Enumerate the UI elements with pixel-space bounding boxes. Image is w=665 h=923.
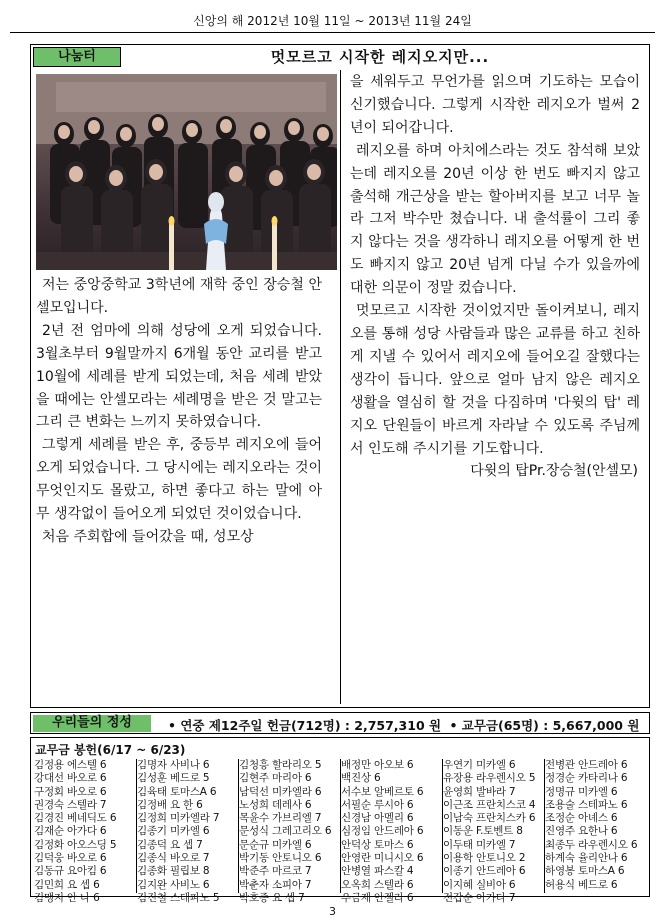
- dues-entry: 조용술 스테파노 6: [545, 798, 628, 811]
- article-paragraph: 2년 전 엄마에 의해 성당에 오게 되었습니다. 3월초부터 9월말까지 6개월 동안 교리를 받고 10월에 세례를 받게 되었는데, 처음 세례 받았을 때에는 안셀모라는 세례명을 받은 것 말고는 그리 큰 변화는 느끼지 못하였습니다.: [36, 322, 322, 431]
- dues-column: [340, 759, 440, 904]
- dues-name-grid: [34, 759, 646, 904]
- dues-entry: 김정용 에스텔 6: [34, 759, 107, 771]
- dues-entry: 목윤수 가브리엘 7: [239, 812, 322, 825]
- dues-entry: 김맹지 안 나 6: [34, 891, 100, 904]
- dues-entry: 김종식 바오로 7: [137, 852, 210, 865]
- dues-entry: 전병관 안드레아 6: [545, 759, 628, 771]
- dues-entry: 문순규 미카엘 6: [239, 838, 312, 851]
- dues-entry: 김동규 요아킴 6: [34, 865, 107, 878]
- dues-entry: 권경숙 스텔라 7: [34, 798, 107, 811]
- dues-entry: 우금재 안젤라 6: [341, 891, 414, 904]
- dues-entry: 박호종 요 셉 7: [239, 891, 305, 904]
- dues-entry: 이지혜 실비아 6: [443, 878, 516, 891]
- dues-entry: 이용학 안토니오 2: [443, 852, 526, 865]
- column-divider: [340, 70, 341, 704]
- dues-entry: 구정회 바오로 6: [34, 785, 107, 798]
- dues-entry: 이종기 안드레아 6: [443, 865, 526, 878]
- dues-entry: 문성식 그레고리오 6: [239, 825, 332, 838]
- dues-entry: 진영주 요한나 6: [545, 825, 618, 838]
- dues-entry: 서수보 알베르토 6: [341, 785, 424, 798]
- dues-entry: 허용식 베드로 6: [545, 878, 618, 891]
- dues-entry: 김덕웅 바오로 6: [34, 852, 107, 865]
- offering-label: 우리들의 정성: [33, 715, 151, 732]
- dues-entry: 김성훈 베드로 5: [137, 772, 210, 785]
- page-number: 3: [329, 905, 336, 918]
- dues-entry: 안병열 파스칼 4: [341, 865, 414, 878]
- dues-entry: 오옥희 스텔라 6: [341, 878, 414, 891]
- article-paragraph: 저는 중앙중학교 3학년에 재학 중인 장승철 안셀모입니다.: [36, 277, 322, 316]
- dues-entry: 박기동 안토니오 6: [239, 852, 322, 865]
- dues-entry: 김민희 요 셉 6: [34, 878, 100, 891]
- dues-entry: 김지완 사비노 6: [137, 878, 210, 891]
- dues-entry: 김현주 마리아 6: [239, 772, 312, 785]
- dues-entry: 박준주 마르코 7: [239, 865, 312, 878]
- dues-entry: 백진상 6: [341, 772, 381, 785]
- dues-entry: 전갑순 아가다 7: [443, 891, 516, 904]
- dues-entry: 배정만 아오보 6: [341, 759, 414, 771]
- article-signature: 다윗의 탑Pr.장승철(안셀모): [470, 463, 638, 480]
- header-rule: [10, 32, 655, 33]
- article-paragraph: 멋모르고 시작한 것이었지만 돌이켜보니, 레지오를 통해 성당 사람들과 많은 교류를 하고 친하게 지낼 수 있어서 레지오에 들어오길 잘했다는 생각이 듭니다. 앞으로 얼마 남지 않은 레지오 생활을 열심히 할 것을 다짐하며 '다윗의 탑' 레지오 단원들이 바르게 자라날 수 있도록 주님께서 인도해 주시기를 기도합니다.: [350, 303, 640, 457]
- dues-entry: 이두태 미카엘 7: [443, 838, 516, 851]
- dues-entry: 윤영희 발바라 7: [443, 785, 516, 798]
- dues-entry: 안영란 미니시오 6: [341, 852, 424, 865]
- dues-entry: 김종기 미카엘 6: [137, 825, 210, 838]
- dues-entry: 안덕상 토마스 6: [341, 838, 414, 851]
- article-right-column: [350, 71, 640, 483]
- dues-column: [544, 759, 644, 893]
- page-header: 신앙의 해 2012년 10월 11일 ~ 2013년 11월 24일: [193, 14, 472, 28]
- dues-entry: 이남숙 프란치스카 6: [443, 812, 536, 825]
- dues-entry: 김청흥 할라리오 5: [239, 759, 322, 771]
- article-paragraph: 을 세워두고 무언가를 읽으며 기도하는 모습이 신기했습니다. 그렇게 시작한 레지오가 벌써 2년이 되어갑니다.: [350, 74, 640, 136]
- offering-dues: • 교무금(65명) : 5,667,000 원: [449, 718, 640, 733]
- dues-entry: 조정순 아녜스 6: [545, 812, 618, 825]
- dues-entry: 하영봉 토마스A 6: [545, 865, 625, 878]
- dues-entry: 강대선 바오로 6: [34, 772, 107, 785]
- dues-entry: 신경남 아멜리 6: [341, 812, 414, 825]
- article-paragraph: 처음 주회합에 들어갔을 때, 성모상: [42, 528, 254, 545]
- group-photo: [36, 74, 337, 270]
- dues-entry: 정경순 카타리나 6: [545, 772, 628, 785]
- dues-label: 교무금 봉헌(6/17 ~ 6/23): [35, 743, 186, 757]
- dues-entry: 서필순 루시아 6: [341, 798, 414, 811]
- dues-entry: 김명자 사비나 6: [137, 759, 210, 771]
- dues-entry: 이동운 F.토벤트 8: [443, 825, 523, 838]
- dues-column: [442, 759, 542, 904]
- dues-entry: 박춘자 소피아 7: [239, 878, 312, 891]
- dues-entry: 하계숙 율리안나 6: [545, 852, 628, 865]
- article-left-column: [36, 274, 322, 549]
- article-paragraph: 그렇게 세례를 받은 후, 중등부 레지오에 들어오게 되었습니다. 그 당시에는 레지오라는 것이 무엇인지도 몰랐고, 하면 좋다고 하는 말에 아무 생각없이 들어오게 되었던 것이었습니다.: [36, 437, 322, 523]
- article-paragraph: 레지오를 하며 아치에스라는 것도 참석해 보았는데 레지오를 20년 이상 한 번도 빠지지 않고 출석해 개근상을 받는 할아버지를 보고 너무 놀라 그저 박수만 쳤습니다. 내 출석률이 그리 좋지 않다는 것을 생각하니 레지오를 어떻게 한 번도 빠지지 않고 20년 넘게 다닐 수가 있을까에 대한 의문이 정말 컸습니다.: [350, 142, 640, 297]
- dues-entry: 김정화 아오스딩 5: [34, 838, 117, 851]
- dues-entry: 김정배 요 한 6: [137, 798, 203, 811]
- article-title: 멋모르고 시작한 레지오지만...: [270, 48, 490, 66]
- dues-entry: 이근조 프란치스코 4: [443, 798, 536, 811]
- dues-column: [238, 759, 338, 904]
- dues-column: [136, 759, 236, 904]
- dues-entry: 노성희 데레사 6: [239, 798, 312, 811]
- dues-entry: 유장용 라우렌시오 5: [443, 772, 536, 785]
- group-photo-image: [36, 74, 337, 270]
- dues-entry: 우연기 미카엘 6: [443, 759, 516, 771]
- dues-entry: 김정희 미카엘라 7: [137, 812, 220, 825]
- dues-entry: 김육태 토마스A 6: [137, 785, 217, 798]
- dues-entry: 정명규 미카엘 6: [545, 785, 618, 798]
- dues-entry: 김종덕 요 셉 7: [137, 838, 203, 851]
- dues-entry: 김종화 필립보 8: [137, 865, 210, 878]
- dues-entry: 김재순 아가다 6: [34, 825, 107, 838]
- offering-collection: • 연중 제12주일 헌금(712명) : 2,757,310 원: [168, 718, 442, 733]
- dues-entry: 심정임 안드레아 6: [341, 825, 424, 838]
- dues-entry: 최종두 라우렌시오 6: [545, 838, 638, 851]
- section-label: 나눔터: [33, 47, 121, 67]
- dues-entry: 김진철 스테파노 5: [137, 891, 220, 904]
- dues-column: [34, 759, 134, 904]
- dues-entry: [545, 892, 644, 905]
- offering-text: [168, 716, 643, 734]
- dues-entry: 남덕선 미카엘라 6: [239, 785, 322, 798]
- dues-entry: 김경진 베네딕도 6: [34, 812, 117, 825]
